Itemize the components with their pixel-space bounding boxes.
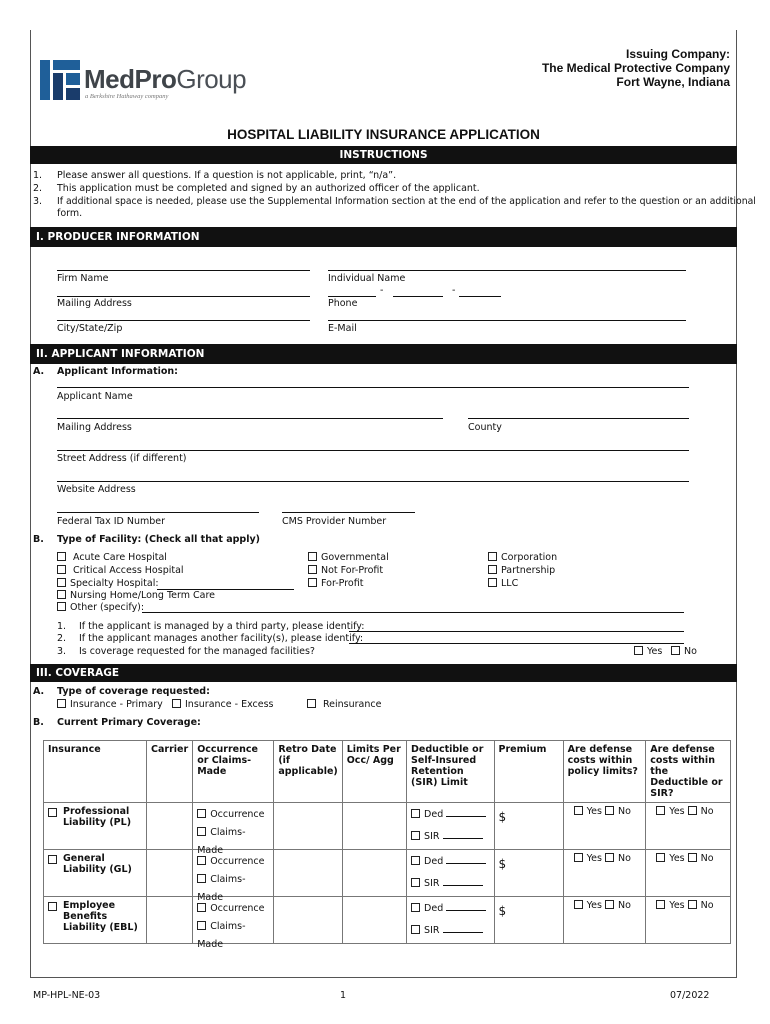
checkbox-icon[interactable] — [48, 902, 57, 911]
checkbox-icon[interactable] — [57, 578, 66, 587]
checkbox-icon[interactable] — [411, 831, 420, 840]
no-option[interactable]: No — [688, 900, 714, 911]
checkbox-icon[interactable] — [574, 853, 583, 862]
checkbox-insurance-primary[interactable]: Insurance - Primary — [57, 699, 163, 710]
checkbox-icon[interactable] — [48, 808, 57, 817]
individual-name-label: Individual Name — [328, 273, 406, 284]
checkbox-icon[interactable] — [411, 856, 420, 865]
retro-date-cell[interactable] — [274, 897, 342, 944]
cms-provider-field[interactable] — [282, 512, 415, 513]
occurrence-option[interactable]: Occurrence — [197, 853, 269, 871]
email-field[interactable] — [328, 320, 686, 321]
checkbox-icon[interactable] — [688, 853, 697, 862]
checkbox-insurance-excess[interactable]: Insurance - Excess — [172, 699, 274, 710]
county-field[interactable] — [468, 418, 689, 419]
checkbox-other[interactable]: Other (specify): — [57, 602, 144, 613]
website-field[interactable] — [57, 481, 689, 482]
sir-option[interactable]: SIR — [411, 875, 489, 893]
website-label: Website Address — [57, 484, 136, 495]
street-address-label: Street Address (if different) — [57, 453, 187, 464]
checkbox-icon[interactable] — [197, 827, 206, 836]
yes-option[interactable]: Yes — [656, 853, 684, 864]
ded-option[interactable]: Ded — [411, 806, 489, 824]
retro-date-cell[interactable] — [274, 803, 342, 850]
producer-mailing-address-label: Mailing Address — [57, 298, 132, 309]
managed-third-party-field[interactable] — [349, 631, 684, 632]
checkbox-icon[interactable] — [172, 699, 181, 708]
applicant-name-field[interactable] — [57, 387, 689, 388]
checkbox-icon[interactable] — [308, 565, 317, 574]
checkbox-icon[interactable] — [307, 699, 316, 708]
city-state-zip-label: City/State/Zip — [57, 323, 123, 334]
checkbox-icon[interactable] — [197, 874, 206, 883]
checkbox-icon[interactable] — [574, 900, 583, 909]
primary-coverage-title: Current Primary Coverage: — [57, 717, 201, 728]
issuing-company: Issuing Company: The Medical Protective Company Fort Wayne, Indiana — [541, 47, 730, 89]
applicant-mailing-address-field[interactable] — [57, 418, 443, 419]
other-specify-field[interactable] — [142, 612, 684, 613]
firm-name-field[interactable] — [57, 270, 310, 271]
checkbox-reinsurance[interactable]: Reinsurance — [307, 699, 381, 710]
coverage-table — [43, 740, 731, 950]
claims-made-option[interactable]: Claims-Made — [197, 921, 246, 950]
no-option[interactable]: No — [605, 900, 631, 911]
col-occurrence: Occurrence or Claims-Made — [193, 741, 274, 803]
facility-type-title: Type of Facility: (Check all that apply) — [57, 534, 261, 545]
premium-cell[interactable]: $ — [494, 897, 563, 944]
individual-name-field[interactable] — [328, 270, 686, 271]
col-defense-within-deductible: Are defense costs within the Deductible or SIR? — [646, 741, 731, 803]
checkbox-icon[interactable] — [197, 921, 206, 930]
checkbox-icon[interactable] — [488, 565, 497, 574]
checkbox-llc[interactable]: LLC — [488, 578, 518, 589]
checkbox-icon[interactable] — [197, 856, 206, 865]
table-row: Professional Liability (PL) Occurrence Claims-Made Ded SIR $ Yes No Yes No — [44, 803, 731, 850]
street-address-field[interactable] — [57, 450, 689, 451]
applicant-name-label: Applicant Name — [57, 391, 133, 402]
page-number: 1 — [340, 990, 347, 1001]
checkbox-icon[interactable] — [605, 900, 614, 909]
checkbox-icon[interactable] — [488, 578, 497, 587]
checkbox-icon[interactable] — [57, 590, 66, 599]
no-option[interactable]: No — [605, 853, 631, 864]
carrier-cell[interactable] — [147, 803, 193, 850]
col-deductible: Deductible or Self-Insured Retention (SIR) Limit — [407, 741, 494, 803]
yes-option[interactable]: Yes — [656, 900, 684, 911]
manages-other-question: If the applicant manages another facility(s), please identify: — [79, 633, 364, 644]
coverage-type-title: Type of coverage requested: — [57, 686, 210, 697]
checkbox-icon[interactable] — [411, 878, 420, 887]
managed-coverage-question: Is coverage requested for the managed facilities? — [79, 646, 315, 657]
county-label: County — [468, 422, 502, 433]
cms-provider-label: CMS Provider Number — [282, 516, 387, 527]
logo-tagline: a Berkshire Hathaway company — [85, 93, 169, 100]
yes-option[interactable]: Yes — [574, 900, 602, 911]
checkbox-icon[interactable] — [57, 552, 66, 561]
checkbox-icon[interactable] — [488, 552, 497, 561]
yes-option[interactable]: Yes — [574, 806, 602, 817]
no-option[interactable]: No — [688, 853, 714, 864]
managed-coverage-no[interactable]: No — [671, 646, 697, 657]
medpro-logo-icon — [40, 60, 80, 100]
logo-wordmark: MedProGroup — [84, 64, 247, 94]
checkbox-icon[interactable] — [57, 565, 66, 574]
sir-option[interactable]: SIR — [411, 828, 489, 846]
checkbox-icon[interactable] — [671, 646, 680, 655]
col-limits: Limits Per Occ/ Agg — [342, 741, 406, 803]
col-insurance: Insurance — [44, 741, 147, 803]
premium-cell[interactable]: $ — [494, 803, 563, 850]
premium-cell[interactable]: $ — [494, 850, 563, 897]
no-option[interactable]: No — [688, 806, 714, 817]
checkbox-icon[interactable] — [197, 903, 206, 912]
checkbox-icon[interactable] — [634, 646, 643, 655]
checkbox-corporation[interactable]: Corporation — [488, 552, 557, 563]
checkbox-icon[interactable] — [48, 855, 57, 864]
section-applicant-heading: II. APPLICANT INFORMATION — [30, 344, 737, 364]
no-option[interactable]: No — [605, 806, 631, 817]
checkbox-icon[interactable] — [411, 903, 420, 912]
section-coverage-heading: III. COVERAGE — [30, 664, 737, 682]
firm-name-label: Firm Name — [57, 273, 109, 284]
checkbox-icon[interactable] — [688, 806, 697, 815]
checkbox-icon[interactable] — [605, 853, 614, 862]
checkbox-specialty-hospital[interactable]: Specialty Hospital: — [57, 578, 159, 589]
instructions-heading: INSTRUCTIONS — [30, 146, 737, 164]
col-premium: Premium — [494, 741, 563, 803]
managed-third-party-question: If the applicant is managed by a third party, please identify: — [79, 621, 365, 632]
claims-made-option[interactable]: Claims-Made — [197, 827, 246, 856]
yes-option[interactable]: Yes — [656, 806, 684, 817]
phone-prefix-field[interactable] — [393, 296, 443, 297]
ded-option[interactable]: Ded — [411, 853, 489, 871]
checkbox-acute-care[interactable]: Acute Care Hospital — [57, 552, 167, 563]
checkbox-governmental[interactable]: Governmental — [308, 552, 389, 563]
checkbox-icon[interactable] — [574, 806, 583, 815]
applicant-info-title: Applicant Information: — [57, 366, 178, 377]
city-state-zip-field[interactable] — [57, 320, 310, 321]
producer-mailing-address-field[interactable] — [57, 296, 310, 297]
sir-option[interactable]: SIR — [411, 922, 489, 940]
yes-option[interactable]: Yes — [574, 853, 602, 864]
checkbox-icon[interactable] — [308, 552, 317, 561]
page-title: HOSPITAL LIABILITY INSURANCE APPLICATION — [227, 127, 540, 142]
limits-cell[interactable] — [342, 897, 406, 944]
occurrence-option[interactable]: Occurrence — [197, 900, 269, 918]
checkbox-icon[interactable] — [656, 806, 665, 815]
email-label: E-Mail — [328, 323, 357, 334]
form-code: MP-HPL-NE-03 — [33, 990, 101, 1001]
checkbox-nursing-home[interactable]: Nursing Home/Long Term Care — [57, 590, 215, 601]
table-row: General Liability (GL) Occurrence Claims-Made Ded SIR $ Yes No Yes No — [44, 850, 731, 897]
managed-coverage-yes[interactable]: Yes — [634, 646, 662, 657]
checkbox-critical-access[interactable]: Critical Access Hospital — [57, 565, 184, 576]
checkbox-icon[interactable] — [656, 900, 665, 909]
phone-label: Phone — [328, 298, 358, 309]
checkbox-icon[interactable] — [411, 809, 420, 818]
checkbox-for-profit[interactable]: For-Profit — [308, 578, 363, 589]
claims-made-option[interactable]: Claims-Made — [197, 874, 246, 903]
phone-line-field[interactable] — [459, 296, 501, 297]
col-defense-within-limits: Are defense costs within policy limits? — [563, 741, 646, 803]
limits-cell[interactable] — [342, 803, 406, 850]
section-producer-heading: I. PRODUCER INFORMATION — [30, 227, 737, 247]
revision-date: 07/2022 — [670, 990, 710, 1001]
checkbox-icon[interactable] — [308, 578, 317, 587]
checkbox-icon[interactable] — [57, 602, 66, 611]
ded-option[interactable]: Ded — [411, 900, 489, 918]
checkbox-icon[interactable] — [688, 900, 697, 909]
col-carrier: Carrier — [147, 741, 193, 803]
occurrence-option[interactable]: Occurrence — [197, 806, 269, 824]
federal-tax-id-label: Federal Tax ID Number — [57, 516, 166, 527]
table-row: Employee Benefits Liability (EBL) Occurrence Claims-Made Ded SIR $ Yes No Yes No — [44, 897, 731, 944]
federal-tax-id-field[interactable] — [57, 512, 259, 513]
checkbox-partnership[interactable]: Partnership — [488, 565, 555, 576]
retro-date-cell[interactable] — [274, 850, 342, 897]
phone-area-field[interactable] — [328, 296, 376, 297]
checkbox-not-for-profit[interactable]: Not For-Profit — [308, 565, 383, 576]
applicant-mailing-address-label: Mailing Address — [57, 422, 132, 433]
col-retro-date: Retro Date (if applicable) — [274, 741, 342, 803]
checkbox-icon[interactable] — [656, 853, 665, 862]
manages-other-field[interactable] — [349, 643, 684, 644]
checkbox-icon[interactable] — [197, 809, 206, 818]
table-header-row — [44, 741, 731, 803]
limits-cell[interactable] — [342, 850, 406, 897]
checkbox-icon[interactable] — [411, 925, 420, 934]
checkbox-icon[interactable] — [57, 699, 66, 708]
carrier-cell[interactable] — [147, 850, 193, 897]
checkbox-icon[interactable] — [605, 806, 614, 815]
carrier-cell[interactable] — [147, 897, 193, 944]
